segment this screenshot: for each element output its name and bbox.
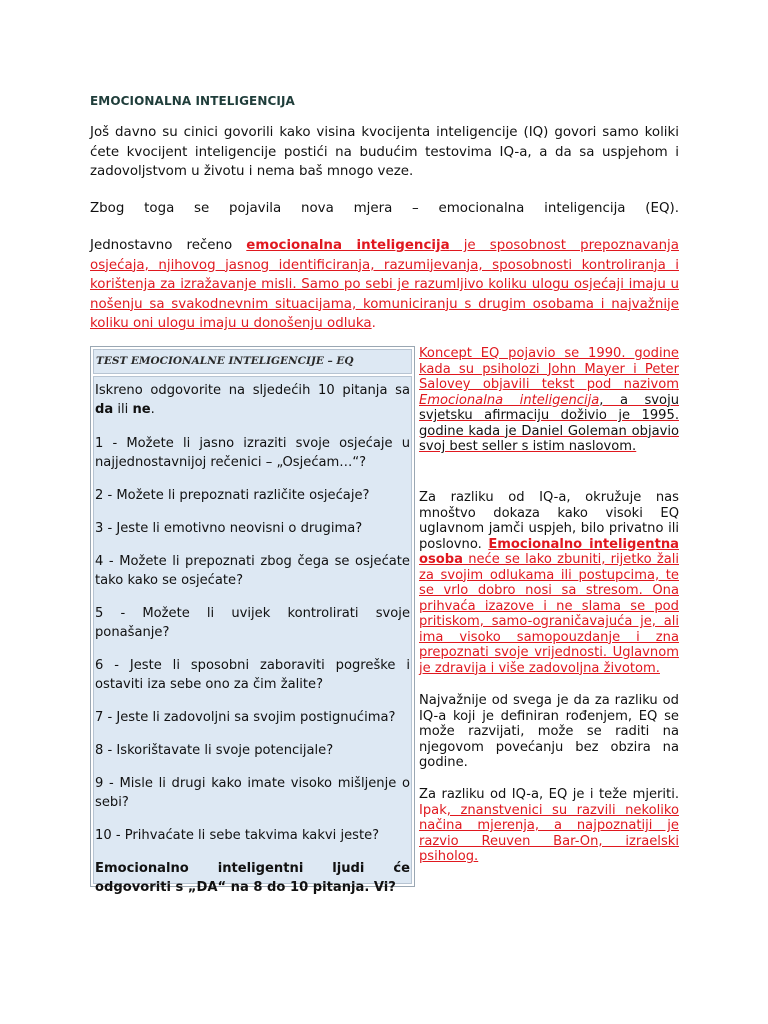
document-title: EMOCIONALNA INTELIGENCIJA bbox=[90, 94, 295, 108]
eq-success-text: Za razliku od IQ-a, okružuje nas mnoštvo dokaza kako visoki EQ uglavnom jamči uspjeh, bilo privatno ili poslovno. bbox=[419, 490, 679, 552]
definition-term: emocionalna inteligencija bbox=[246, 238, 450, 253]
concept-history-text: Koncept EQ pojavio se 1990. godine kada su psiholozi John Mayer i Peter Salovey objavili tekst pod nazivom bbox=[419, 346, 679, 392]
definition-end: . bbox=[371, 316, 376, 331]
quiz-instructions-text: Iskreno odgovorite na sljedećih 10 pitanja sa bbox=[95, 383, 410, 398]
eq-measure-paragraph: Zbog toga se pojavila nova mjera – emocionalna inteligencija (EQ). bbox=[90, 201, 679, 216]
quiz-question-4: 4 - Možete li prepoznati zbog čega se osjećate tako kako se osjećate? bbox=[95, 554, 410, 588]
quiz-question-8: 8 - Iskorištavate li svoje potencijale? bbox=[95, 743, 334, 758]
quiz-question-9: 9 - Misle li drugi kako imate visoko mišljenje o sebi? bbox=[95, 776, 410, 810]
definition-lead: Jednostavno rečeno bbox=[90, 238, 247, 253]
eq-test-table bbox=[90, 346, 415, 895]
eq-measurement-rest: , znanstvenici su razvili nekoliko načina mjerenja, a najpoznatiji je razvio Reuven Bar-On, izraelski psiholog. bbox=[419, 802, 679, 864]
definition-text: je sposobnost prepoznavanja osjećaja, njihovog jasnog identificiranja, razumijevanja, sposobnosti kontroliranja i korištenja za izražavanje misli. Samo po sebi je razumljivo koliku ulogu osjećaji imaju u nošenju sa svakodnevnim situacijama, komuniciranju s drugim osobama i najvažnije koliku oni ulogu imaju u donošenju odluka bbox=[90, 238, 679, 331]
eq-measurement-text: Za razliku od IQ-a, EQ je i teže mjeriti. bbox=[419, 787, 679, 802]
book-title: Emocionalna inteligencija bbox=[419, 392, 600, 408]
quiz-question-10: 10 - Prihvaćate li sebe takvima kakvi jeste? bbox=[95, 828, 380, 843]
quiz-question-6: 6 - Jeste li sposobni zaboraviti pogreške i ostaviti iza sebe ono za čim žalite? bbox=[95, 658, 410, 692]
eq-success-paragraph bbox=[419, 490, 679, 676]
eq-test-header: TEST EMOCIONALNE INTELIGENCIJE – EQ bbox=[93, 349, 412, 374]
quiz-instructions-end: . bbox=[150, 402, 155, 417]
answer-yes: da bbox=[95, 402, 114, 417]
quiz-conclusion: Emocionalno inteligentni ljudi će odgovoriti s „DA“ na 8 do 10 pitanja. Vi? bbox=[95, 861, 410, 895]
eq-person-description: neće se lako zbuniti, rijetko žali za svojim odlukama ili postupcima, te se vrlo dobro nosi sa stresom. Ona prihvaća izazove i ne slama se pod pritiskom, samo-ograničavajuća je, ali ima visoko samopouzdanje i zna prepoznati svoje vrijednosti. Uglavnom je zdravija i više zadovoljna životom. bbox=[419, 552, 679, 676]
quiz-question-7: 7 - Jeste li zadovoljni sa svojim postignućima? bbox=[95, 710, 396, 725]
quiz-question-5: 5 - Možete li uvijek kontrolirati svoje ponašanje? bbox=[95, 606, 410, 640]
concept-history-paragraph bbox=[419, 346, 679, 455]
eq-test-body bbox=[93, 376, 412, 895]
eq-person-term: Emocionalno inteligentna osoba bbox=[419, 536, 679, 567]
eq-develop-paragraph: Najvažnije od svega je da za razliku od IQ-a koji je definiran rođenjem, EQ se može razvijati, može se raditi na njegovom povećanju bez obzira na godine. bbox=[419, 693, 679, 770]
intro-paragraph: Još davno su cinici govorili kako visina kvocijenta inteligencije (IQ) govori samo koliki ćete kvocijent inteligencije postići na budućim testovima IQ-a, a da sa uspjehom i zadovoljstvom u životu i nema baš mnogo veze. bbox=[90, 125, 679, 179]
quiz-question-2: 2 - Možete li prepoznati različite osjećaje? bbox=[95, 488, 370, 503]
quiz-question-3: 3 - Jeste li emotivno neovisni o drugima? bbox=[95, 521, 363, 536]
definition-paragraph bbox=[90, 236, 679, 334]
quiz-question-1: 1 - Možete li jasno izraziti svoje osjećaje u najjednostavnijoj rečenici – „Osjećam…“? bbox=[95, 436, 410, 470]
eq-measurement-paragraph bbox=[419, 787, 679, 865]
eq-measurement-ipak: Ipak bbox=[419, 802, 447, 818]
concept-history-rest: , a svoju svjetsku afirmaciju doživio je 1995. godine kada je Daniel Goleman objavio svoj best seller s istim naslovom. bbox=[419, 392, 680, 454]
quiz-instructions-or: ili bbox=[113, 402, 133, 417]
quiz-instructions bbox=[95, 381, 410, 419]
answer-no: ne bbox=[132, 402, 151, 417]
